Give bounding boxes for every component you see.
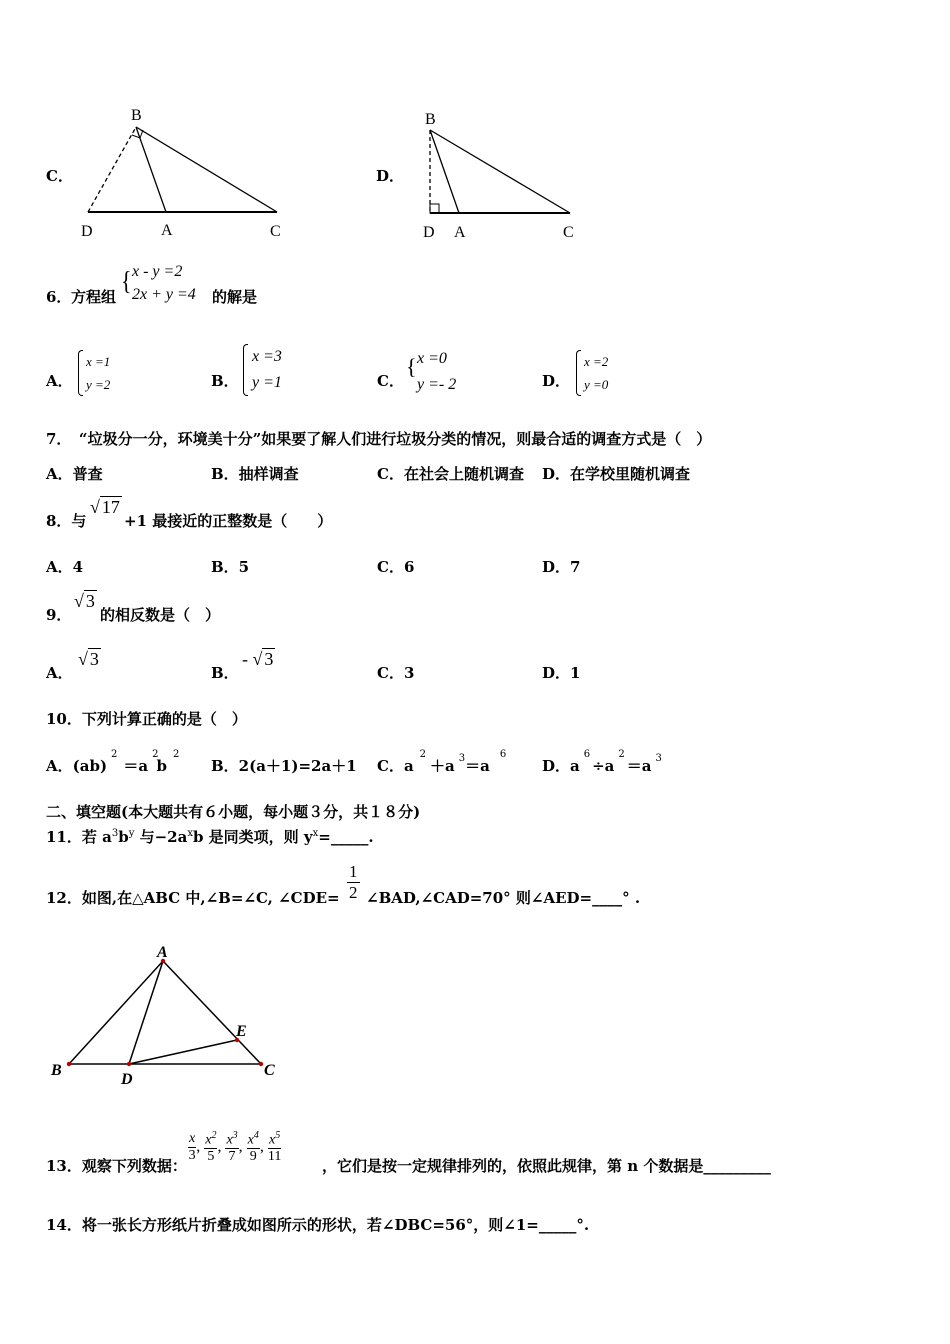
q10-opt-d-tail: ＝a (626, 757, 652, 775)
fig-d-ba (430, 130, 459, 213)
q7-stem: 7． “垃圾分一分，环境美十分”如果要了解人们进行垃圾分类的情况，则最合适的调查方式是（ ） (46, 430, 712, 448)
q12-fraction (347, 862, 360, 902)
q10-opt-c-tail: ＝a (465, 757, 490, 775)
q13-frac-4-num: x (247, 1132, 254, 1148)
fig12-label-b: B (51, 1062, 62, 1079)
figure-d (415, 100, 590, 245)
q9-opt-c[interactable]: C．3 (377, 664, 415, 682)
q8-opt-b[interactable]: B．5 (211, 558, 250, 576)
q6-opt-d-label[interactable]: D． (542, 372, 571, 390)
q13-end: ，它们是按一定规律排列的，依照此规律，第 n 个数据是_________ (322, 1157, 771, 1175)
q8-suffix: +1 最接近的正整数是（ ） (124, 512, 333, 530)
fig-c-dashed-db (88, 127, 136, 212)
q10-opt-d-mid: ÷a (592, 757, 615, 775)
q12-part1: 12．如图,在△ABC 中,∠B=∠C, ∠CDE= (46, 889, 340, 907)
q9-opt-d[interactable]: D．1 (542, 664, 581, 682)
fig12-ad (129, 961, 163, 1064)
q6-opt-b-line1: x =3 (252, 348, 282, 365)
q12-frac-num: 1 (349, 862, 358, 881)
q10-opt-d[interactable] (542, 749, 662, 776)
q6-opt-d-line2: y =0 (584, 377, 609, 392)
fig-d-label-c: C (563, 224, 574, 241)
q13-sequence (188, 1130, 281, 1164)
q8-opt-a[interactable]: A．4 (46, 558, 84, 576)
q11-part2: b (118, 828, 129, 846)
q6-opt-c-label[interactable]: C． (377, 372, 404, 390)
q8-sqrt: √ 17 (90, 497, 120, 517)
fig12-label-d: D (121, 1071, 133, 1088)
fig-d-right-angle (430, 204, 439, 213)
fig12-de (129, 1040, 237, 1064)
q10-opt-a[interactable] (46, 749, 180, 776)
q13-frac-5 (268, 1130, 281, 1164)
q13-frac-1-num: x (189, 1131, 196, 1147)
figure-q12 (45, 945, 285, 1090)
q6-opt-c-line2: y =- 2 (417, 376, 457, 393)
fig-c-label-b: B (131, 107, 142, 124)
q6-suffix: 的解是 (212, 288, 258, 306)
q11-part4: b 是同类项，则 y (192, 828, 313, 846)
q9-opt-a-sqrt: √ 3 (78, 649, 99, 669)
q6-number: 6． (46, 288, 72, 306)
q10-opt-c-base: C．a (377, 757, 414, 775)
q10-opt-a-exp1: 2 (111, 749, 118, 760)
q13-frac-4-exp: 4 (253, 1130, 259, 1141)
q11-exp2: y (128, 828, 135, 839)
q13-frac-5-exp: 5 (275, 1130, 281, 1141)
fig12-point-d (127, 1062, 131, 1066)
fig-d-label-b: B (425, 111, 436, 128)
q10-stem: 10．下列计算正确的是（ ） (46, 710, 247, 728)
fig-c-label-a: A (161, 222, 173, 239)
q10-opt-a-exp3: 2 (173, 749, 180, 760)
q9-suffix: 的相反数是（ ） (100, 606, 221, 624)
q14-stem: 14．将一张长方形纸片折叠成如图所示的形状，若∠DBC=56°，则∠1=_____°. (46, 1216, 590, 1234)
q6-opt-d-line1: x =2 (584, 354, 609, 369)
q9-number: 9． (46, 606, 72, 624)
q6-opt-a-line1: x =1 (86, 354, 111, 369)
fig-d-label-d: D (423, 224, 435, 241)
fig-d-bc (430, 130, 570, 213)
q13-frac-4 (247, 1130, 260, 1164)
fig-c-ba (136, 127, 166, 212)
q9-sqrt: √ 3 (74, 591, 95, 611)
q11-part3: 与−2a (134, 828, 188, 846)
q13-frac-2 (204, 1130, 217, 1164)
q10-opt-a-base: A．(ab) (46, 757, 108, 775)
q6-opt-c-line1: x =0 (417, 350, 447, 367)
q10-opt-c-exp2: 3 (458, 753, 466, 764)
q7-opt-d[interactable]: D．在学校里随机调查 (542, 465, 691, 483)
q13-frac-4-den: 9 (249, 1149, 257, 1165)
q7-opt-a[interactable]: A．普查 (46, 465, 103, 483)
q13-sep-3: , (238, 1137, 243, 1155)
q9-radicand: 3 (85, 591, 95, 611)
q10-opt-d-exp1: 6 (583, 749, 591, 760)
figure-d-label: D． (376, 167, 405, 185)
q12-part2: ∠BAD,∠CAD=70° 则∠AED=____° . (366, 889, 641, 907)
q13-frac-3-num: x (226, 1132, 233, 1148)
fig12-ab (69, 961, 163, 1064)
q8-opt-c[interactable]: C．6 (377, 558, 415, 576)
q6-eq2: 2x + y =4 (132, 286, 196, 304)
q9-opt-b[interactable]: B． (211, 664, 239, 682)
q6-prefix: 方程组 (71, 288, 117, 306)
fig-c-label-c: C (270, 223, 281, 240)
q7-opt-c[interactable]: C．在社会上随机调查 (377, 465, 524, 483)
q10-opt-c-exp1: 2 (419, 749, 427, 760)
q10-opt-a-exp2: 2 (152, 749, 159, 760)
q9-opt-b-sign: - (242, 649, 248, 669)
q13-frac-3-exp: 3 (232, 1130, 238, 1141)
q13-frac-3 (225, 1130, 238, 1164)
q10-opt-d-exp3: 3 (655, 753, 662, 764)
fig12-point-c (259, 1062, 263, 1066)
q11 (46, 826, 374, 847)
section-2-heading: 二、填空题(本大题共有６小题，每小题３分，共１８分) (46, 803, 421, 821)
fig12-label-a: A (157, 945, 168, 961)
fig-d-label-a: A (454, 224, 466, 241)
q11-exp4: x (312, 828, 319, 839)
q9-opt-a-radicand: 3 (89, 649, 99, 669)
q6-opt-b-line2: y =1 (252, 374, 282, 391)
q10-opt-c-mid: ＋a (430, 757, 455, 775)
q13-frac-2-den: 5 (207, 1149, 215, 1165)
q10-opt-d-base: D．a (542, 757, 580, 775)
q6-opt-a-line2: y =2 (86, 377, 111, 392)
q13-sep-1: , (196, 1137, 201, 1155)
q11-exp3: x (187, 828, 193, 839)
q13-frac-2-exp: 2 (211, 1130, 217, 1141)
q13-sep-2: , (217, 1137, 222, 1155)
fig-c-bc (136, 127, 277, 212)
q13-frac-3-den: 7 (228, 1149, 236, 1165)
fig12-point-b (67, 1062, 71, 1066)
q11-exp1: 3 (111, 828, 119, 839)
q6-opt-b-label[interactable]: B． (211, 372, 239, 390)
q11-part5: =_____. (318, 828, 374, 846)
q11-part1: 11．若 a (46, 828, 112, 846)
q13-part1: 13．观察下列数据： (46, 1157, 187, 1175)
q6-eq1: x - y =2 (132, 263, 183, 280)
q13-frac-1 (188, 1131, 196, 1163)
q10-opt-a-tail: b (156, 757, 168, 775)
q10-opt-b[interactable]: B．2(a＋1)=2a＋1 (211, 757, 357, 775)
q8-number: 8．与 (46, 512, 87, 530)
figure-c-label: C． (46, 167, 73, 185)
q10-opt-c[interactable] (377, 749, 507, 776)
q13-sep-4: , (259, 1137, 264, 1155)
q7-opt-b[interactable]: B．抽样调查 (211, 465, 299, 483)
q13-frac-2-num: x (205, 1132, 212, 1148)
q9-opt-a[interactable]: A． (46, 664, 73, 682)
fig-c-label-d: D (81, 223, 93, 240)
q10-opt-a-mid: ＝a (123, 757, 149, 775)
fig12-label-e: E (236, 1023, 247, 1040)
q13-frac-5-den: 11 (267, 1149, 282, 1165)
q13-frac-5-num: x (269, 1132, 276, 1148)
q10-opt-c-exp3: 6 (499, 749, 507, 760)
q8-opt-d[interactable]: D．7 (542, 558, 581, 576)
q8-radicand: 17 (101, 497, 120, 517)
q10-opt-d-exp2: 2 (618, 749, 625, 760)
q6-opt-a-label[interactable]: A． (46, 372, 73, 390)
fig12-label-c: C (264, 1062, 275, 1079)
fig12-ac (163, 961, 261, 1064)
q13-frac-1-den: 3 (188, 1147, 196, 1163)
figure-c (75, 100, 290, 245)
q9-opt-b-radicand: 3 (264, 649, 274, 669)
q12-frac-den: 2 (349, 882, 358, 902)
